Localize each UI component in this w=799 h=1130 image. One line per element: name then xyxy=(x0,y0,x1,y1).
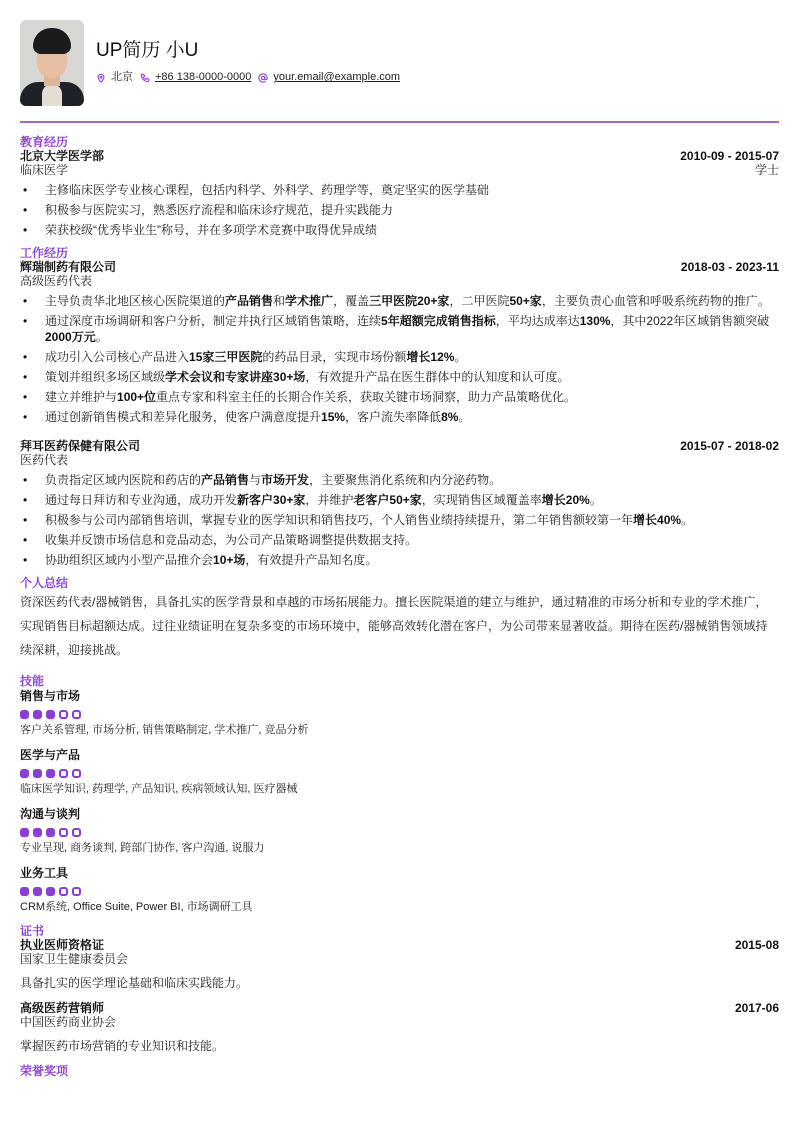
skill-item xyxy=(20,806,779,855)
skill-rating xyxy=(20,769,779,778)
job-role: 高级医药代表 xyxy=(20,274,93,288)
list-item: • 收集并反馈市场信息和竞品动态，为公司产品策略调整提供数据支持。 xyxy=(45,532,779,548)
header-divider xyxy=(20,121,779,123)
rating-dot-empty-icon xyxy=(59,710,68,719)
rating-dot-empty-icon xyxy=(72,887,81,896)
company-name: 拜耳医药保健有限公司 xyxy=(20,439,141,453)
rating-dot-empty-icon xyxy=(59,887,68,896)
skill-item xyxy=(20,688,779,737)
list-item: • 通过深度市场调研和客户分析，制定并执行区域销售策略，连续5年超额完成销售指标，平均达成率达130%，其中2022年区域销售额突破2000万元。 xyxy=(45,313,779,345)
rating-dot-filled-icon xyxy=(20,828,29,837)
education-entry xyxy=(20,149,779,238)
list-item: • 负责指定区域内医院和药店的产品销售与市场开发，主要聚焦消化系统和内分泌药物。 xyxy=(45,472,779,488)
rating-dot-filled-icon xyxy=(33,710,42,719)
skill-name: 沟通与谈判 xyxy=(20,807,81,821)
skills-list xyxy=(20,688,779,914)
list-item: • 建立并维护与100+位重点专家和科室主任的长期合作关系，获取关键市场洞察，助力产品策略优化。 xyxy=(45,389,779,405)
map-pin-icon xyxy=(96,73,106,83)
rating-dot-filled-icon xyxy=(46,769,55,778)
company-name: 辉瑞制药有限公司 xyxy=(20,260,117,274)
rating-dot-filled-icon xyxy=(33,828,42,837)
phone-link[interactable]: +86 138-0000-0000 xyxy=(155,71,252,84)
rating-dot-filled-icon xyxy=(33,887,42,896)
list-item: • 荣获校级“优秀毕业生”称号，并在多项学术竞赛中取得优异成绩 xyxy=(45,222,779,238)
list-item: • 通过每日拜访和专业沟通，成功开发新客户30+家，并维护老客户50+家，实现销售区域覆盖率增长20%。 xyxy=(45,492,779,508)
work-bullets xyxy=(20,293,779,425)
certificate-name: 执业医师资格证 xyxy=(20,938,105,952)
section-title-summary: 个人总结 xyxy=(20,576,69,590)
rating-dot-filled-icon xyxy=(46,828,55,837)
skill-desc: 专业呈现, 商务谈判, 跨部门协作, 客户沟通, 说服力 xyxy=(20,842,265,854)
rating-dot-empty-icon xyxy=(59,828,68,837)
work-entry xyxy=(20,439,779,568)
skill-name: 医学与产品 xyxy=(20,748,81,762)
contact-location xyxy=(96,70,133,86)
header-info xyxy=(96,40,407,87)
at-sign-icon xyxy=(258,73,268,83)
rating-dot-filled-icon xyxy=(20,710,29,719)
section-title-certificates: 证书 xyxy=(20,924,45,938)
rating-dot-empty-icon xyxy=(59,769,68,778)
certificate-item xyxy=(20,1001,779,1054)
certificate-issuer: 国家卫生健康委员会 xyxy=(20,952,129,966)
list-item: • 策划并组织多场区域级学术会议和专家讲座30+场，有效提升产品在医生群体中的认知度和认可度。 xyxy=(45,369,779,385)
location-text: 北京 xyxy=(111,71,133,84)
work-entry xyxy=(20,260,779,425)
rating-dot-filled-icon xyxy=(20,887,29,896)
job-role: 医药代表 xyxy=(20,453,69,467)
education-bullets xyxy=(20,182,779,238)
certificate-date: 2015-08 xyxy=(734,938,779,952)
contact-list xyxy=(96,70,407,86)
candidate-name: UP简历 小U xyxy=(96,39,199,61)
section-title-education: 教育经历 xyxy=(20,135,69,149)
certificate-item xyxy=(20,938,779,991)
school-name: 北京大学医学部 xyxy=(20,149,105,163)
list-item: • 主修临床医学专业核心课程，包括内科学、外科学、药理学等，奠定坚实的医学基础 xyxy=(45,182,779,198)
skill-name: 业务工具 xyxy=(20,866,69,880)
skill-name: 销售与市场 xyxy=(20,689,81,703)
resume-header xyxy=(20,20,779,106)
skill-desc: 临床医学知识, 药理学, 产品知识, 疾病领域认知, 医疗器械 xyxy=(20,783,298,795)
rating-dot-filled-icon xyxy=(33,769,42,778)
list-item: • 协助组织区域内小型产品推介会10+场，有效提升产品知名度。 xyxy=(45,552,779,568)
skill-desc: 客户关系管理, 市场分析, 销售策略制定, 学术推广, 竞品分析 xyxy=(20,724,309,736)
degree: 学士 xyxy=(754,163,779,177)
section-title-awards: 荣誉奖项 xyxy=(20,1064,69,1078)
work-dates: 2018-03 - 2023-11 xyxy=(680,260,779,274)
list-item: • 成功引入公司核心产品进入15家三甲医院的药品目录，实现市场份额增长12%。 xyxy=(45,349,779,365)
rating-dot-filled-icon xyxy=(46,710,55,719)
profile-photo xyxy=(20,20,84,106)
rating-dot-filled-icon xyxy=(20,769,29,778)
work-dates: 2015-07 - 2018-02 xyxy=(680,439,779,453)
contact-email xyxy=(258,70,400,86)
certificate-desc: 掌握医药市场营销的专业知识和技能。 xyxy=(20,1039,225,1053)
certificate-desc: 具备扎实的医学理论基础和临床实践能力。 xyxy=(20,976,249,990)
skill-rating xyxy=(20,887,779,896)
summary-text: 资深医药代表/器械销售，具备扎实的医学背景和卓越的市场拓展能力。擅长医院渠道的建立与维护，通过精准的市场分析和专业的学术推广，实现销售目标超额达成。过往业绩证明在复杂多变的市场环境中，能够高效转化潜在客户，为公司带来显著收益。期待在医药/器械销售领域持续深耕，迎接挑战。 xyxy=(20,595,768,657)
certificate-name: 高级医药营销师 xyxy=(20,1001,105,1015)
education-dates: 2010-09 - 2015-07 xyxy=(680,149,779,163)
list-item: • 通过创新销售模式和差异化服务，使客户满意度提升15%，客户流失率降低8%。 xyxy=(45,409,779,425)
list-item: • 积极参与公司内部销售培训，掌握专业的医学知识和销售技巧，个人销售业绩持续提升，第二年销售额较第一年增长40%。 xyxy=(45,512,779,528)
list-item: • 积极参与医院实习，熟悉医疗流程和临床诊疗规范，提升实践能力 xyxy=(45,202,779,218)
section-title-skills: 技能 xyxy=(20,674,45,688)
certificate-date: 2017-06 xyxy=(734,1001,779,1015)
skill-rating xyxy=(20,710,779,719)
rating-dot-filled-icon xyxy=(46,887,55,896)
email-link[interactable]: your.email@example.com xyxy=(273,71,401,84)
skill-item xyxy=(20,747,779,796)
rating-dot-empty-icon xyxy=(72,710,81,719)
contact-phone xyxy=(140,70,251,86)
rating-dot-empty-icon xyxy=(72,769,81,778)
skill-rating xyxy=(20,828,779,837)
rating-dot-empty-icon xyxy=(72,828,81,837)
phone-icon xyxy=(140,73,150,83)
work-bullets xyxy=(20,472,779,568)
section-title-work: 工作经历 xyxy=(20,246,69,260)
skill-item xyxy=(20,865,779,914)
skill-desc: CRM系统, Office Suite, Power BI, 市场调研工具 xyxy=(20,901,253,913)
list-item: • 主导负责华北地区核心医院渠道的产品销售和学术推广，覆盖三甲医院20+家，二甲医院50+家，主要负责心血管和呼吸系统药物的推广。 xyxy=(45,293,779,309)
major: 临床医学 xyxy=(20,163,69,177)
certificate-issuer: 中国医药商业协会 xyxy=(20,1015,117,1029)
